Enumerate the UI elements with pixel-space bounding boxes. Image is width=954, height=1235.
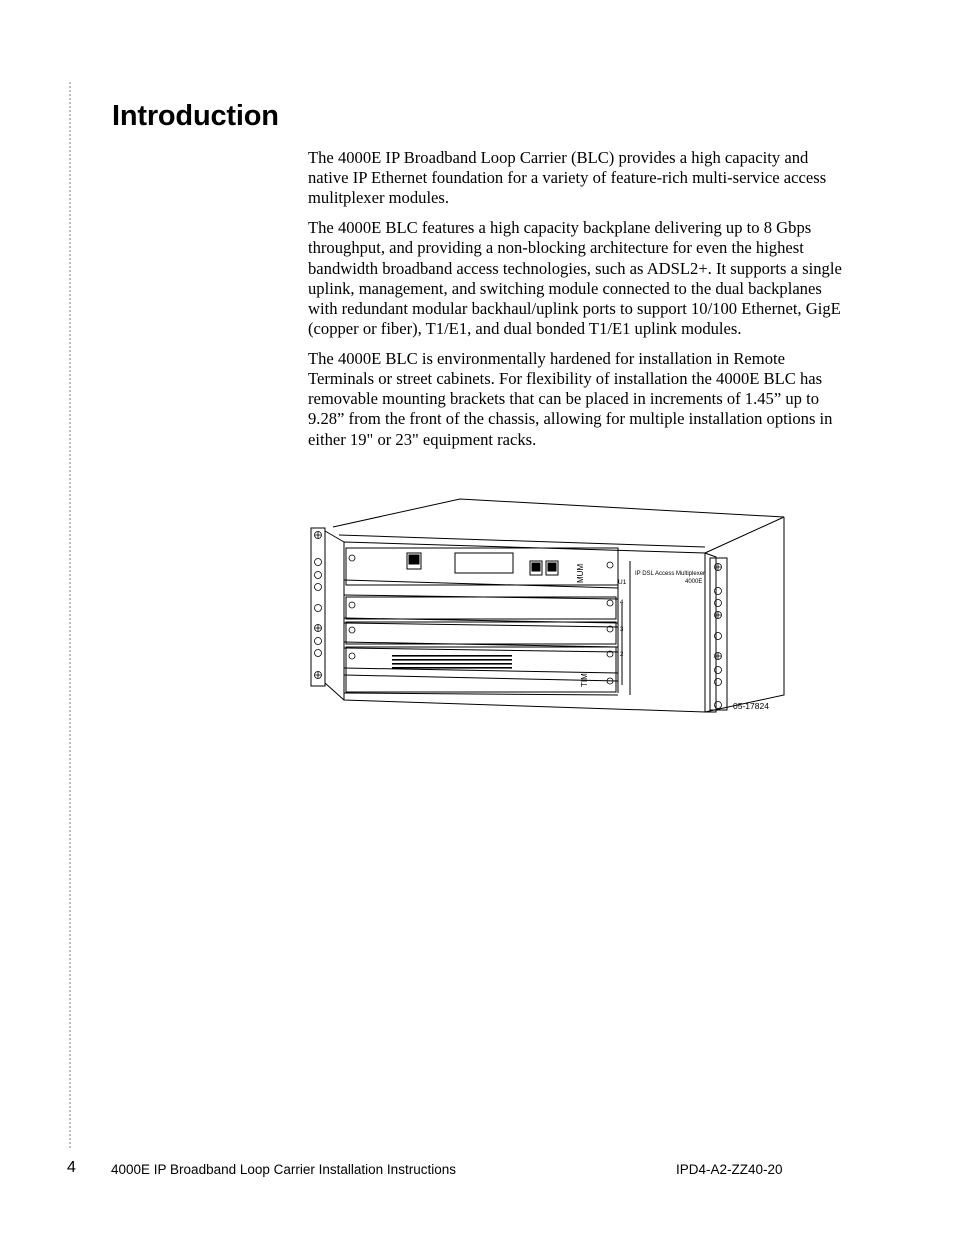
section-heading: Introduction bbox=[112, 100, 279, 132]
tim-label: TIM bbox=[580, 673, 589, 687]
u1-label: U1 bbox=[618, 579, 627, 586]
page-number: 4 bbox=[67, 1159, 76, 1176]
paragraph-3: The 4000E BLC is environmentally hardened for installation in Remote Terminals or street cabinets. For flexibility of installation the 4000E BLC has removable mounting brackets that can be placed in increments of 1.45” up to 9.28” from the front of the chassis, allowing for multiple installation options in either 19" or 23" equipment racks. bbox=[308, 348, 833, 449]
slot-number-2: 2 bbox=[620, 652, 624, 658]
footer-doc-title: 4000E IP Broadband Loop Carrier Installation Instructions bbox=[111, 1162, 456, 1177]
figure-id: 05-17824 bbox=[733, 701, 769, 711]
page-footer bbox=[0, 1159, 954, 1183]
footer-doc-id: IPD4-A2-ZZ40-20 bbox=[676, 1162, 783, 1177]
paragraph-2: The 4000E BLC features a high capacity backplane delivering up to 8 Gbps throughput, and providing a non-blocking architecture for even the highest bandwidth broadband access technologies, such as ADSL2+. It supports a single uplink, management, and switching module connected to the dual backplanes with redundant modular backhaul/uplink ports to support 10/100 Ethernet, GigE (copper or fiber), T1/E1, and dual bonded T1/E1 uplink modules. bbox=[308, 218, 842, 339]
chassis-illustration bbox=[300, 495, 790, 715]
model-label: 4000E bbox=[685, 579, 703, 585]
body-text bbox=[308, 148, 844, 459]
paragraph-1: The 4000E IP Broadband Loop Carrier (BLC) provides a high capacity and native IP Ethernet foundation for a variety of feature-rich multi-service access mulitplexer modules. bbox=[308, 148, 827, 208]
product-label: IP DSL Access Multiplexer bbox=[635, 571, 706, 577]
margin-dotted-rule bbox=[69, 82, 71, 1148]
slot-number-4: 4 bbox=[620, 600, 624, 606]
mum-label: MUM bbox=[576, 563, 585, 583]
slot-number-3: 3 bbox=[620, 627, 624, 633]
